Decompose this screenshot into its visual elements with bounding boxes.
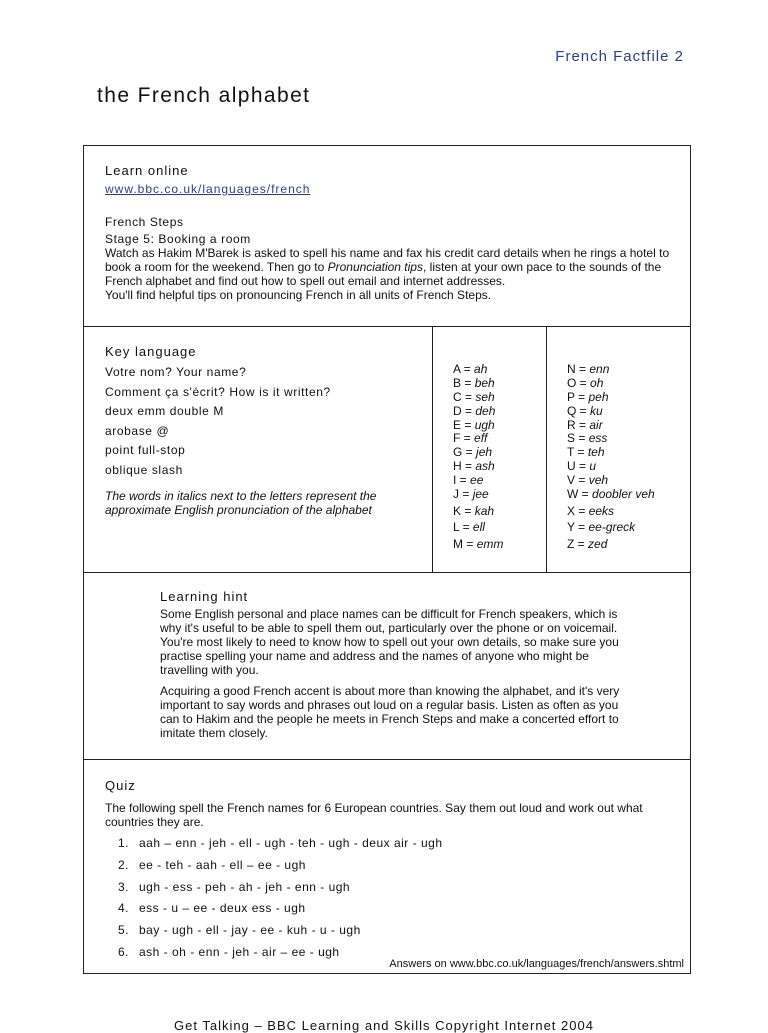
learn-online-description: Watch as Hakim M'Barek is asked to spell his name and fax his credit card details when he rings a hotel to book a room for the weekend. Then go to Pronunciation tips, listen at your own pace to the sounds of the French alphabet and find out how to spell out email and internet addresses. xyxy=(105,246,670,288)
page-title: the French alphabet xyxy=(97,84,311,107)
quiz-intro: The following spell the French names for 6 European countries. Say them out loud and work out what countries they are. xyxy=(105,801,643,829)
alphabet-letter: X xyxy=(567,503,576,518)
stage-title: Stage 5: Booking a room xyxy=(105,232,251,246)
quiz-item xyxy=(105,901,675,923)
alphabet-sound: teh xyxy=(587,445,605,460)
alphabet-letter: Z xyxy=(567,536,575,551)
alphabet-entry xyxy=(567,487,655,504)
learning-hint-label: Learning hint xyxy=(160,589,249,604)
alphabet-letter: H xyxy=(453,459,462,474)
alphabet-letter: B xyxy=(453,375,462,390)
alphabet-letter: D xyxy=(453,403,462,418)
alphabet-entry xyxy=(567,504,655,521)
alphabet-letter: Q xyxy=(567,403,577,418)
bbc-french-link[interactable]: www.bbc.co.uk/languages/french xyxy=(105,182,311,196)
alphabet-entry xyxy=(453,431,503,445)
alphabet-entry xyxy=(453,376,503,390)
alphabet-sound: deh xyxy=(475,403,496,418)
key-language-label: Key language xyxy=(105,344,197,359)
alphabet-entry xyxy=(567,390,655,404)
alphabet-sound: seh xyxy=(475,389,495,404)
alphabet-sound: enn xyxy=(589,362,610,376)
quiz-label: Quiz xyxy=(105,778,136,793)
quiz-list xyxy=(105,836,675,967)
alphabet-sound: ku xyxy=(590,403,603,418)
alphabet-entry xyxy=(453,404,503,418)
quiz-item-number: 5. xyxy=(117,923,129,938)
equals-sign: = xyxy=(461,503,475,518)
alphabet-letter: K xyxy=(453,503,462,518)
alphabet-letter: T xyxy=(567,445,575,460)
quiz-item-number: 2. xyxy=(117,857,129,872)
page-footer: Get Talking – BBC Learning and Skills Copyright Internet 2004 xyxy=(174,1018,594,1033)
learning-hint-paragraph: Acquiring a good French accent is about more than knowing the alphabet, and it's very important to say words and phrases out loud on a regular basis. Listen as often as you can to Hakim and the people he meets in French Steps and make a concerted effort to imitate them closely. xyxy=(160,684,620,740)
quiz-item-text: ash - oh - enn - jeh - air – ee - ugh xyxy=(139,944,340,959)
alphabet-letter: O xyxy=(567,375,577,390)
alphabet-sound: ee xyxy=(470,473,484,488)
alphabet-entry xyxy=(567,520,655,537)
alphabet-sound: u xyxy=(589,459,597,474)
equals-sign: = xyxy=(461,375,475,390)
equals-sign: = xyxy=(461,403,476,418)
key-language-list xyxy=(105,365,425,482)
learning-hint-section xyxy=(83,572,691,760)
alphabet-entry xyxy=(567,459,655,473)
alphabet-entry xyxy=(567,376,655,390)
alphabet-letter: A xyxy=(453,362,461,376)
equals-sign: = xyxy=(575,503,589,518)
alphabet-note: The words in italics next to the letters represent the approximate English pronunciation of the alphabet xyxy=(105,489,377,517)
french-steps-title: French Steps xyxy=(105,215,184,229)
alphabet-entry xyxy=(453,445,503,459)
alphabet-entry xyxy=(567,473,655,487)
key-language-item: Votre nom? Your name? xyxy=(105,365,247,379)
quiz-item-text: ee - teh - aah - ell – ee - ugh xyxy=(139,857,306,872)
alphabet-entry xyxy=(567,362,655,376)
equals-sign: = xyxy=(463,536,477,551)
equals-sign: = xyxy=(461,389,476,404)
alphabet-sound: emm xyxy=(476,536,504,551)
alphabet-sound: beh xyxy=(474,375,495,390)
alphabet-letter: M xyxy=(453,536,463,551)
alphabet-entry xyxy=(453,487,503,504)
equals-sign: = xyxy=(460,362,475,376)
equals-sign: = xyxy=(574,520,589,535)
alphabet-sound: ee-greck xyxy=(588,520,636,535)
key-language-section xyxy=(83,326,691,573)
alphabet-entry xyxy=(453,520,503,537)
alphabet-letter: E xyxy=(453,417,462,432)
alphabet-sound: doobler veh xyxy=(592,487,655,502)
alphabet-sound: air xyxy=(589,417,603,432)
alphabet-entry xyxy=(567,537,655,554)
quiz-item-number: 3. xyxy=(117,879,129,894)
quiz-item xyxy=(105,836,675,858)
alphabet-sound: oh xyxy=(590,375,604,390)
alphabet-sound: kah xyxy=(474,503,495,518)
key-language-item: deux emm double M xyxy=(105,404,224,418)
quiz-item xyxy=(105,858,675,880)
equals-sign: = xyxy=(575,473,589,488)
alphabet-sound: ash xyxy=(475,459,495,474)
equals-sign: = xyxy=(574,536,589,551)
equals-sign: = xyxy=(574,445,588,460)
equals-sign: = xyxy=(574,389,589,404)
alphabet-letter: F xyxy=(453,431,461,446)
alphabet-letter: N xyxy=(567,362,576,376)
quiz-answers-link[interactable]: Answers on www.bbc.co.uk/languages/french/answers.shtml xyxy=(389,958,684,970)
alphabet-letter: I xyxy=(453,473,457,488)
learning-hint-paragraph: Some English personal and place names can be difficult for French speakers, which is why it's useful to be able to spell them out, particularly over the phone or on voicemail. You're most likely to need to know how to spell out your own details, so make sure you practise spelling your name and address and the names of anyone who might be travelling with you. xyxy=(160,607,619,677)
alphabet-entry xyxy=(453,418,503,432)
alphabet-entry xyxy=(453,459,503,473)
quiz-item-number: 6. xyxy=(117,944,129,959)
equals-sign: = xyxy=(575,417,590,432)
alphabet-entry xyxy=(453,537,503,554)
alphabet-entry xyxy=(453,390,503,404)
alphabet-letter: L xyxy=(453,520,460,535)
alphabet-letter: G xyxy=(453,445,463,460)
equals-sign: = xyxy=(575,431,589,446)
equals-sign: = xyxy=(456,473,471,488)
alphabet-entry xyxy=(567,431,655,445)
alphabet-entry xyxy=(567,445,655,459)
quiz-item xyxy=(105,923,675,945)
column-divider xyxy=(432,327,433,572)
factfile-label: French Factfile 2 xyxy=(555,48,684,65)
alphabet-entry xyxy=(567,418,655,432)
alphabet-sound: ell xyxy=(472,520,485,535)
equals-sign: = xyxy=(459,520,473,535)
equals-sign: = xyxy=(578,487,593,502)
learn-online-section xyxy=(83,145,691,327)
alphabet-entry xyxy=(453,473,503,487)
alphabet-sound: jeh xyxy=(476,445,493,460)
alphabet-entry xyxy=(453,504,503,521)
alphabet-letter: W xyxy=(567,487,579,502)
equals-sign: = xyxy=(575,459,590,474)
key-language-item: Comment ça s'écrit? How is it written? xyxy=(105,384,331,399)
equals-sign: = xyxy=(459,487,473,502)
quiz-item-text: ess - u – ee - deux ess - ugh xyxy=(139,901,306,916)
alphabet-sound: zed xyxy=(588,536,608,551)
alphabet-sound: eff xyxy=(474,431,488,446)
alphabet-sound: jee xyxy=(472,487,489,502)
quiz-item-text: bay - ugh - ell - jay - ee - kuh - u - ugh xyxy=(139,923,361,938)
alphabet-letter: C xyxy=(453,389,462,404)
quiz-item xyxy=(105,880,675,902)
alphabet-sound: ugh xyxy=(474,417,495,432)
alphabet-letter: V xyxy=(567,473,576,488)
equals-sign: = xyxy=(575,362,590,376)
equals-sign: = xyxy=(576,403,591,418)
key-language-item: arobase @ xyxy=(105,423,170,438)
alphabet-sound: ah xyxy=(474,362,488,376)
equals-sign: = xyxy=(576,375,591,390)
alphabet-letter: P xyxy=(567,389,575,404)
quiz-item-number: 1. xyxy=(117,836,129,850)
alphabet-letter: R xyxy=(567,417,576,432)
alphabet-column-n-z xyxy=(567,362,655,553)
alphabet-sound: veh xyxy=(588,473,609,488)
alphabet-sound: ess xyxy=(588,431,608,446)
alphabet-entry xyxy=(453,362,503,376)
alphabet-letter: J xyxy=(453,487,459,502)
equals-sign: = xyxy=(462,445,477,460)
alphabet-entry xyxy=(567,404,655,418)
quiz-item-number: 4. xyxy=(117,901,129,916)
equals-sign: = xyxy=(460,431,475,446)
alphabet-column-a-m xyxy=(453,362,503,553)
quiz-section xyxy=(83,759,691,974)
alphabet-letter: S xyxy=(567,431,576,446)
alphabet-letter: U xyxy=(567,459,576,474)
quiz-item-text: aah – enn - jeh - ell - ugh - teh - ugh - deux air - ugh xyxy=(139,836,443,850)
alphabet-letter: Y xyxy=(567,520,575,535)
equals-sign: = xyxy=(461,459,476,474)
key-language-item: point full-stop xyxy=(105,443,186,457)
key-language-item: oblique slash xyxy=(105,462,183,477)
alphabet-sound: peh xyxy=(588,389,609,404)
column-divider xyxy=(546,327,547,572)
equals-sign: = xyxy=(461,417,475,432)
learn-online-label: Learn online xyxy=(105,163,189,178)
learn-online-tip: You'll find helpful tips on pronouncing French in all units of French Steps. xyxy=(105,288,492,302)
quiz-item-text: ugh - ess - peh - ah - jeh - enn - ugh xyxy=(139,879,351,894)
alphabet-sound: eeks xyxy=(588,503,615,518)
